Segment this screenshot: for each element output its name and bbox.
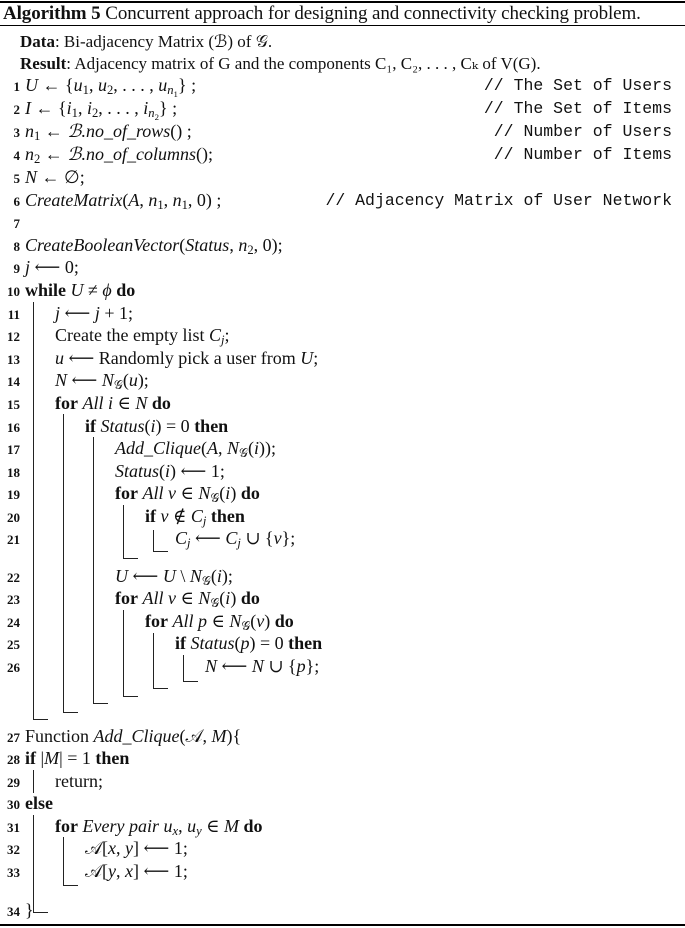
caption-label: Algorithm 5	[3, 3, 101, 24]
line-number: 24	[7, 615, 20, 630]
algorithm-line	[0, 235, 685, 257]
code-text: $C_j$ ⟵ $C_j$ ∪ {v};	[175, 528, 296, 550]
algorithm-line	[0, 748, 685, 770]
code-comment: // Number of Items	[493, 145, 672, 164]
result-line	[20, 54, 541, 74]
line-number: 10	[7, 284, 20, 299]
code-text: $n_1$ ← ℬ.no_of_rows() ;	[25, 121, 192, 143]
algorithm-caption	[3, 3, 641, 25]
block-scope-bar	[123, 610, 138, 697]
line-number: 5	[13, 171, 20, 186]
code-text: for All p ∈ $N_𝒢(v)$ do	[145, 611, 294, 633]
code-text: Add_Clique(A, $N_𝒢(i)$);	[115, 438, 276, 460]
algorithm-line	[0, 75, 685, 97]
line-number: 19	[7, 487, 20, 502]
code-text: if Status(p) = 0 then	[175, 633, 323, 653]
code-text: u ⟵ Randomly pick a user from U;	[55, 348, 319, 368]
algorithm-line	[0, 900, 685, 922]
code-text: $n_2$ ← ℬ.no_of_columns();	[25, 144, 213, 166]
line-number: 8	[13, 239, 20, 254]
caption-text: Concurrent approach for designing and connectivity checking problem.	[105, 3, 641, 24]
line-number: 31	[7, 820, 20, 835]
block-scope-bar	[63, 414, 78, 713]
code-text: if |M| = 1 then	[25, 748, 130, 768]
line-number: 14	[7, 374, 20, 389]
code-text: for Every pair $u_x$, $u_y$ ∈ M do	[55, 816, 263, 838]
line-number: 32	[7, 842, 20, 857]
code-text: else	[25, 793, 53, 813]
algorithm-line	[0, 838, 685, 860]
line-number: 7	[13, 216, 20, 231]
line-number: 6	[13, 194, 20, 209]
code-comment: // The Set of Users	[483, 76, 672, 95]
algorithm-line	[0, 121, 685, 143]
line-number: 20	[7, 510, 20, 525]
algorithm-line	[0, 212, 685, 234]
line-number: 3	[13, 125, 20, 140]
code-comment: // The Set of Items	[483, 99, 672, 118]
code-text: j ⟵ 0;	[25, 257, 79, 277]
line-number: 17	[7, 442, 20, 457]
block-scope-bar	[63, 837, 78, 886]
result-text: : Adjacency matrix of G and the components C₁, C₂, . . . , Cₖ of V(G).	[66, 54, 541, 73]
line-number: 16	[7, 420, 20, 435]
line-number: 30	[7, 797, 20, 812]
code-text: Function Add_Clique(𝒜, M){	[25, 726, 242, 746]
line-number: 27	[7, 730, 20, 745]
data-label: Data	[20, 32, 55, 51]
code-text: CreateBooleanVector(Status, $n_2$, 0);	[25, 235, 283, 257]
algorithm-line	[0, 771, 685, 793]
line-number: 22	[7, 570, 20, 585]
algorithm-line	[0, 190, 685, 212]
code-text: if Status(i) = 0 then	[85, 416, 229, 436]
algorithm-line	[0, 416, 685, 438]
code-text: }	[25, 900, 34, 920]
code-text: Create the empty list $C_j$;	[55, 325, 230, 347]
code-comment: // Adjacency Matrix of User Network	[325, 191, 672, 210]
algorithm-line	[0, 348, 685, 370]
code-text: for All v ∈ $N_𝒢(i)$ do	[115, 483, 260, 505]
code-text: return;	[55, 771, 103, 791]
algorithm-line	[0, 325, 685, 347]
algorithm-line	[0, 280, 685, 302]
block-scope-bar	[123, 505, 138, 559]
line-number: 34	[7, 904, 20, 919]
algorithm-line	[0, 257, 685, 279]
code-text: N ← ∅;	[25, 167, 85, 187]
bottom-rule	[0, 924, 685, 926]
line-number: 33	[7, 865, 20, 880]
algorithm-line	[0, 144, 685, 166]
result-label: Result	[20, 54, 67, 73]
code-text: 𝒜[y, x] ⟵ 1;	[85, 861, 188, 881]
code-text: N ⟵ N ∪ {p};	[205, 656, 320, 676]
caption-rule	[0, 25, 685, 26]
algorithm-line	[0, 167, 685, 189]
line-number: 1	[13, 79, 20, 94]
algorithm-line	[0, 816, 685, 838]
line-number: 23	[7, 592, 20, 607]
line-number: 28	[7, 752, 20, 767]
line-number: 13	[7, 352, 20, 367]
block-scope-bar	[183, 655, 198, 682]
code-text: for All v ∈ $N_𝒢(i)$ do	[115, 588, 260, 610]
code-text: Status(i) ⟵ 1;	[115, 461, 225, 481]
algorithm-line	[0, 793, 685, 815]
block-scope-bar	[33, 770, 34, 793]
code-text: CreateMatrix(A, $n_1$, $n_1$, 0) ;	[25, 190, 222, 212]
algorithm-line	[0, 303, 685, 325]
block-scope-bar	[153, 530, 168, 552]
line-number: 18	[7, 465, 20, 480]
code-text: I ← {$i_1$, $i_2$, . . . , $i_{n_2}$} ;	[25, 98, 178, 122]
line-number: 29	[7, 775, 20, 790]
data-line	[20, 32, 272, 52]
code-text: U ← {$u_1$, $u_2$, . . . , $u_{n_1}$} ;	[25, 75, 197, 99]
block-scope-bar	[33, 302, 48, 720]
code-text: for All i ∈ N do	[55, 393, 171, 413]
line-number: 11	[7, 307, 20, 322]
line-number: 4	[13, 148, 20, 163]
algorithm-line	[0, 98, 685, 120]
code-text: if v ∉ $C_j$ then	[145, 506, 245, 528]
line-number: 21	[7, 532, 20, 547]
line-number: 15	[7, 397, 20, 412]
line-number: 26	[7, 660, 20, 675]
code-text: j ⟵ j + 1;	[55, 303, 133, 323]
line-number: 2	[13, 102, 20, 117]
line-number: 12	[7, 329, 20, 344]
algorithm-line	[0, 861, 685, 883]
code-text: while U ≠ ϕ do	[25, 280, 136, 300]
code-text: N ⟵ $N_𝒢(u)$;	[55, 370, 149, 392]
block-scope-bar	[33, 815, 48, 913]
line-number: 25	[7, 637, 20, 652]
algorithm-line	[0, 726, 685, 748]
code-text: U ⟵ U \ $N_𝒢(i)$;	[115, 566, 233, 588]
code-text: 𝒜[x, y] ⟵ 1;	[85, 838, 188, 858]
line-number: 9	[13, 261, 20, 276]
algorithm-line	[0, 370, 685, 392]
block-scope-bar	[93, 437, 108, 704]
algorithm-line	[0, 393, 685, 415]
code-comment: // Number of Users	[493, 122, 672, 141]
block-scope-bar	[153, 633, 168, 689]
data-text: : Bi-adjacency Matrix (ℬ) of 𝒢.	[54, 32, 273, 51]
